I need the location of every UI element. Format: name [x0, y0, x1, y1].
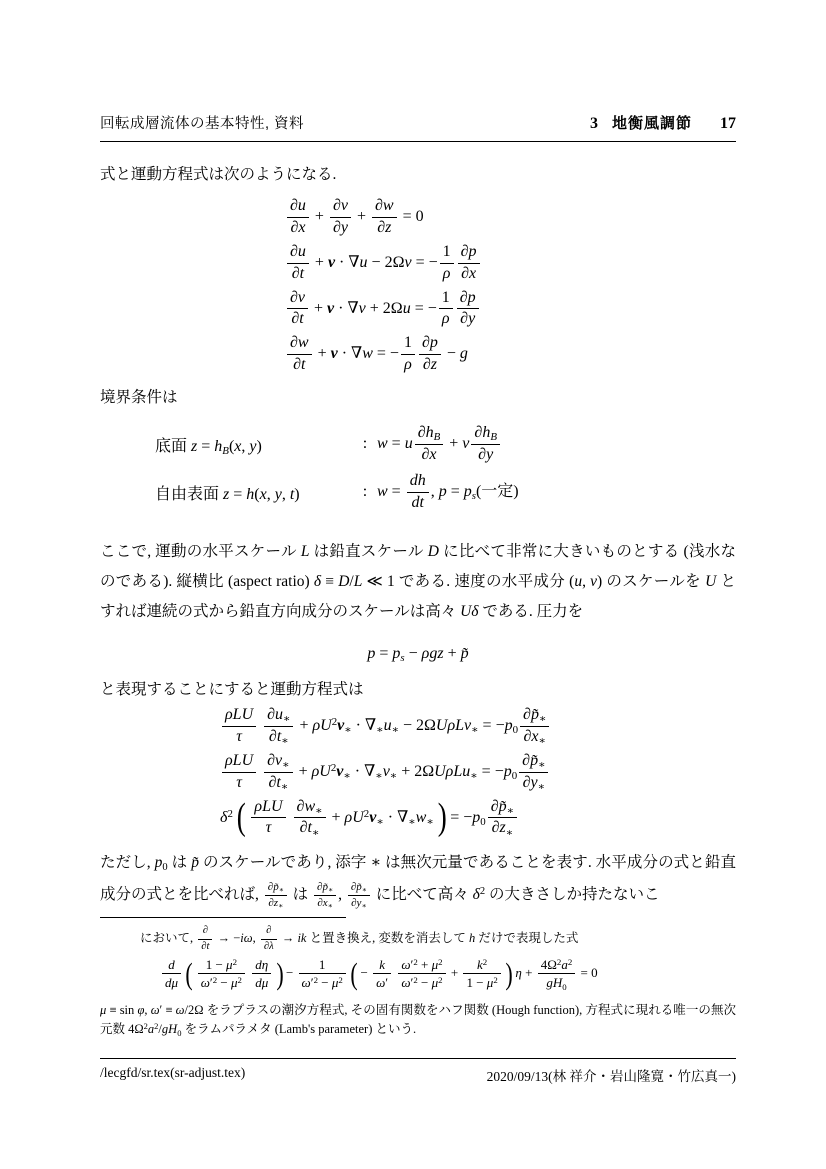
- paragraph-scaling: ここで, 運動の水平スケール L は鉛直スケール D に比べて非常に大きいものとする (浅水なのである). 縦横比 (aspect ratio) δ ≡ D/L ≪ 1 である. 速度の水平成分 (u, v) のスケールを U とすれば連続の式から鉛直方向成分のスケールは高々 Uδ である. 圧力を: [100, 543, 736, 620]
- equation-pressure-decomposition: $p = p_s - \rho gz$ + p̃: [367, 645, 469, 665]
- footer-rule: [100, 1058, 736, 1059]
- header-doc-title: 回転成層流体の基本特性, 資料: [100, 116, 305, 132]
- footer-source-path: /lecgfd/sr.tex(sr-adjust.tex): [100, 1065, 246, 1080]
- paragraph-boundary-intro: 境界条件は: [100, 389, 178, 406]
- boundary-colon: :: [362, 435, 368, 453]
- page-header: [100, 112, 736, 133]
- boundary-condition-bottom: w = u $\frac{\partial h_B}{\partial x}$ + v $\frac{\partial h_B}{\partial y}$: [377, 424, 519, 465]
- equation-line: $\frac{\text{ρLU}}{\tau}$ $\frac{\partial v_∗}{\partial t_∗}$ + $\rho U^2v_∗ \cdot \nabla_∗v_∗ + 2\Omega U\rho Lu_∗ = -p_0$ $\frac{\partial p̃_∗}{\partial y_∗}$: [220, 752, 551, 793]
- header-section: [590, 112, 736, 133]
- header-rule: [100, 141, 736, 142]
- equation-line: $\delta^2$ ( $\frac{\text{ρLU}}{\tau}$ $\frac{\partial w_∗}{\partial t_∗}$ + $\rho U^2v_∗ \cdot \nabla_∗w_∗$ ) = $-p_0$ $\frac{\partial p̃_∗}{\partial z_∗}$: [220, 798, 551, 839]
- paragraph-intro: 式と運動方程式は次のようになる.: [100, 166, 337, 183]
- equations-governing: [285, 197, 482, 380]
- footnote-equation-laplace-tidal: $\frac{d}{d\mu}$ ( $\frac{1 - \mu^2}{\omega'^2 - \mu^2}$ $\frac{d\eta}{d\mu}$ ) − $\frac{1}{\omega'^2 - \mu^2}$ ( − $\frac{k}{\omega'}$ $\frac{\omega'^2 + \mu^2}{\omega'^2 - \mu^2}$ + $\frac{k^2}{1 - \mu^2}$ ) η + $\frac{4\Omega^2a^2}{gH_0}$ = 0: [160, 957, 598, 991]
- equations-scaled-momentum: [220, 706, 551, 843]
- footnote-line-2: μ ≡ sin φ, ω′ ≡ ω/2Ω をラプラスの潮汐方程式, その固有関数をハフ関数 (Hough function), 方程式に現れる唯一の無次元数 $4\Omega^2a^2/gH_0$ をラムパラメタ (Lamb's parameter) という.: [100, 1003, 737, 1038]
- equation-line: $\frac{\partial v}{\partial t}$ + v · ∇v + 2Ωu = − $\frac{1}{\rho}$ $\frac{\partial p}{\partial y}$: [285, 289, 482, 330]
- paragraph-after-pressure: と表現することにすると運動方程式は: [100, 681, 364, 698]
- equation-line: $\frac{\partial w}{\partial t}$ + v · ∇w = − $\frac{1}{\rho}$ $\frac{\partial p}{\partial z}$ − g: [285, 334, 482, 375]
- header-section-number: 3: [589, 115, 598, 132]
- footnote-line-1: において, $\frac{\partial}{\partial t}$ → −iω, $\frac{\partial}{\partial\lambda}$ → ik と置き換え, 変数を消去して h だけで表現した式: [140, 925, 579, 952]
- equation-line: $\frac{\partial u}{\partial t}$ + v · ∇u − 2Ωv = − $\frac{1}{\rho}$ $\frac{\partial p}{\partial x}$: [285, 243, 482, 284]
- header-section-title: 地衡風調節: [611, 115, 692, 132]
- boundary-condition-free-surface: w = $\frac{dh}{dt}$ , $p = p_s$(一定): [377, 471, 519, 511]
- boundary-conditions-table: [155, 424, 519, 513]
- boundary-label-bottom: 底面 $z = h_B(x$, y): [155, 437, 262, 458]
- footnote-rule: [100, 917, 346, 918]
- boundary-colon: :: [362, 483, 368, 501]
- paragraph-nondimensional: ただし, $p_0$ は p̃ のスケールであり, 添字 ∗ は無次元量であることを表す. 水平成分の式と鉛直成分の式とを比べれば, $\frac{\partial p̃_∗}{\partial z_∗}$ は $\frac{\partial p̃_∗}{\partial x_∗}$ , $\frac{\partial p̃_∗}{\partial y_∗}$ に比べて高々 $\delta^2$ の大きさしか持たないこ: [100, 854, 736, 911]
- footer-date-authors: 2020/09/13(林 祥介・岩山隆寛・竹広真一): [486, 1069, 736, 1084]
- equation-line: $\frac{\partial u}{\partial x}$ + $\frac{\partial v}{\partial y}$ + $\frac{\partial w}{\partial z}$ = 0: [285, 197, 482, 238]
- equation-line: $\frac{\text{ρLU}}{\tau}$ $\frac{\partial u_∗}{\partial t_∗}$ + $\rho U^2v_∗ \cdot \nabla_∗u_∗ - 2\Omega U\rho Lv_∗ = -p_0$ $\frac{\partial p̃_∗}{\partial x_∗}$: [220, 706, 551, 747]
- boundary-label-free-surface: 自由表面 z = h(x, y, t): [155, 485, 300, 503]
- page-footer: [100, 1065, 736, 1085]
- header-page-number: 17: [720, 115, 736, 132]
